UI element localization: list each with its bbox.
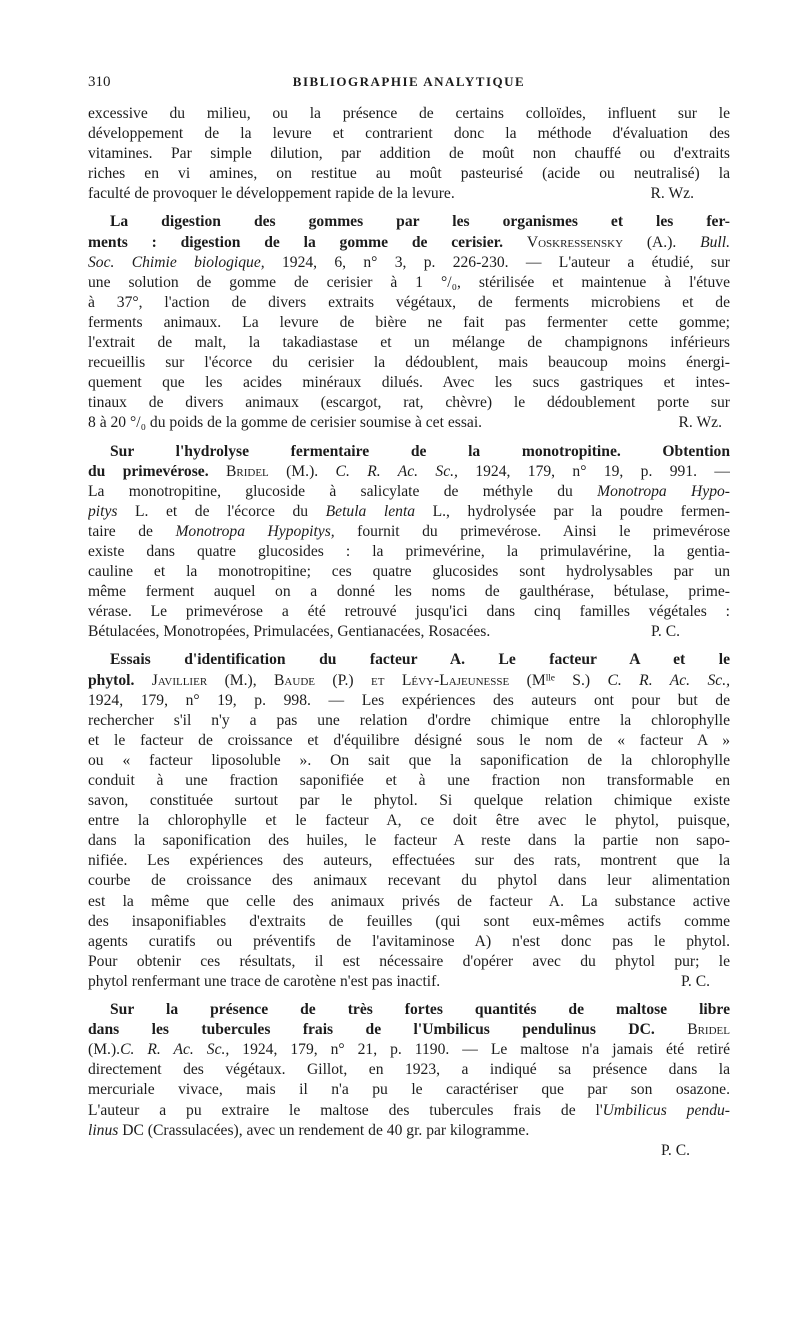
text-line: l'extrait de malt, la takadiastase et un mélange de champignons inférieurs [88,334,730,352]
text-line: mercuriale vivace, mais il n'a pu le caractériser que par son osazone. [88,1081,730,1099]
citation: C. R. Ac. Sc., [335,462,458,480]
text-line: rechercher s'il n'y a pas une relation d'ordre chimique entre la chlorophylle [88,711,730,729]
text-line [88,1101,730,1121]
text-line: entre la chlorophylle et le facteur A, ce doit être avec le phytol, puisque, [88,812,730,830]
text-span: Bétulacées, Monotropées, Primulacées, Gentianacées, Rosacées. [88,623,491,641]
text-line: dans la saponification des huiles, le facteur A reste dans la partie non sapo- [88,832,730,850]
page-header [88,74,730,96]
text-line: recueillis sur l'écorce du cerisier la dédoublent, mais beaucoup moins énergi- [88,354,730,372]
text-line [88,253,730,273]
text-span: L'auteur a pu extraire le maltose des tubercules frais de l' [88,1101,603,1119]
text-span: La monotropitine, glucoside à salicylate de méthyle du [88,482,598,500]
citation: Soc. Chimie biologique, [88,253,265,271]
text-line: courbe de croissance des animaux recevant du phytol dans leur alimentation [88,872,730,890]
text-line: nifiée. Les expériences des auteurs, effectuées sur des rats, montrent que la [88,852,730,870]
abstract-maltose [88,1000,730,1161]
text-line [88,522,730,542]
text-line: vérase. Le primevérose a été retrouvé jusqu'ici dans cinq familles végétales : [88,603,730,621]
signature: P. C. [650,623,680,641]
author: Bridel [687,1021,730,1039]
signature: P. C. [680,972,710,990]
abstract-facteur-a [88,650,730,992]
text-line: tinaux de divers animaux (escargot, rat, chèvre) le dédoublement porte sur [88,394,730,412]
text-span: faculté de provoquer le développement rapide de la levure. [88,185,455,203]
intro-paragraph [88,104,730,204]
text-line [88,502,730,522]
page-number: 310 [88,74,111,90]
text-line: existe dans quatre glucosides : la primevérine, la primulavérine, la gentia- [88,542,730,560]
text-line: conduit à une fraction saponifiée et à une fraction non transformable en [88,772,730,789]
text-line: quement que les acides minéraux dilués. Avec les sucs gastriques et intes- [88,374,730,392]
text-line [88,622,730,642]
signature: P. C. [660,1141,690,1159]
article-title: du primevérose. [88,462,209,480]
text-line: est la même que celle des animaux privés de facteur A. La substance active [88,892,730,910]
citation: C. R. Ac. Sc., [120,1041,230,1059]
text-line: à 37°, l'action de divers extraits végétaux, de ferments microbiens et de [88,293,730,311]
species-name: linus [88,1121,119,1139]
text-span: L. et de l'écorce du [117,502,326,520]
signature: R. Wz. [650,185,694,203]
article-title: Sur l'hydrolyse fermentaire de la monotropitine. Obtention [110,442,730,460]
text-line [88,233,730,253]
text-line: riches en vi amines, on restitue au moût pasteurisé (acide ou neutralisé) la [88,165,730,183]
text-line: directement des végétaux. Gillot, en 1923, a indiqué sa présence dans la [88,1061,730,1079]
article-title: phytol. [88,671,135,689]
text-line [88,1020,730,1040]
text-line: savon, constituée surtout par le phytol. Si quelque relation chimique existe [88,792,730,810]
author: Voskressensky (A.). [526,233,677,251]
text-line: Pour obtenir ces résultats, il est nécessaire d'opérer avec du phytol pur; le [88,952,730,970]
signature: R. Wz. [678,414,722,432]
author: Bridel (M.). [225,462,319,480]
text-line: et le facteur de croissance et d'équilibre désigné sous le nom de « facteur A » [88,731,730,749]
text-line: des insaponifiables d'extraits de feuilles (qui sont eux-mêmes actifs comme [88,912,730,930]
text-span: 1924, 6, n° 3, p. 226-230. — L'auteur a étudié, sur [264,253,730,271]
text-span: DC (Crassulacées), avec un rendement de 40 gr. par kilogramme. [118,1121,530,1139]
text-line: agents curatifs ou préventifs de l'avitaminose A) n'est donc pas le phytol. [88,932,730,950]
text-line [88,462,730,482]
author: Javillier (M.), Baude (P.) et Lévy-Lajeunesse (Mˡˡᵉ S.) [151,671,591,689]
text-line: ou « facteur liposoluble ». On sait que la saponification de la chlorophylle [88,751,730,769]
running-title: BIBLIOGRAPHIE ANALYTIQUE [292,74,526,89]
citation: Bull. [700,233,730,251]
text-span: 8 à 20 °/₀ du poids de la gomme de cerisier soumise à cet essai. [88,414,483,432]
citation: C. R. Ac. Sc., [607,671,730,689]
abstract-monotropitine [88,442,730,643]
abstract-gommes [88,212,730,433]
species-name: Monotropa Hypo- [597,482,730,500]
text-span: fournit du primevérose. Ainsi le primevérose [334,522,730,540]
text-span: L., hydrolysée par la poudre fermen- [415,502,730,520]
text-line: une solution de gomme de cerisier à 1 °/₀, stérilisée et maintenue à l'étuve [88,273,730,291]
text-line [88,184,730,204]
text-span: phytol renfermant une trace de carotène n'est pas inactif. [88,972,441,990]
text-line [88,1121,730,1141]
text-line: même ferment auquel on a donné les noms de gaulthérase, bétulase, prime- [88,583,730,601]
text-line: 1924, 179, n° 19, p. 998. — Les expériences des auteurs ont pour but de [88,691,730,709]
text-span: (M.). [88,1041,121,1059]
text-line [88,482,730,502]
text-span: 1924, 179, n° 19, p. 991. — [457,462,730,480]
species-name: pitys [88,502,118,520]
text-line [88,671,730,691]
text-line: vitamines. Par simple dilution, par addition de moût non chauffé ou d'extraits [88,145,730,163]
text-line [88,413,730,433]
page-body [88,104,730,1161]
article-title: La digestion des gommes par les organismes et les fer- [110,213,730,231]
text-line [88,972,730,992]
species-name: Umbilicus pendu- [602,1101,730,1119]
species-name: Betula lenta [325,502,416,520]
article-title: dans les tubercules frais de l'Umbilicus pendulinus DC. [88,1021,655,1039]
text-line: cauline et la monotropitine; ces quatre glucosides sont hydrolysables par un [88,563,730,581]
article-title: ments : digestion de la gomme de cerisier. [88,233,504,251]
species-name: Monotropa Hypopitys, [175,522,335,540]
text-span: taire de [88,522,176,540]
text-line [88,1040,730,1060]
article-title: Essais d'identification du facteur A. Le facteur A et le [110,651,730,669]
article-title: Sur la présence de très fortes quantités de maltose libre [110,1001,730,1019]
text-line: excessive du milieu, ou la présence de certains colloïdes, influent sur le [88,105,730,122]
text-line: développement de la levure et contrarient donc la méthode d'évaluation des [88,125,730,143]
text-span: 1924, 179, n° 21, p. 1190. — Le maltose n'a jamais été retiré [229,1041,730,1059]
text-line: ferments animaux. La levure de bière ne fait pas fermenter cette gomme; [88,313,730,331]
